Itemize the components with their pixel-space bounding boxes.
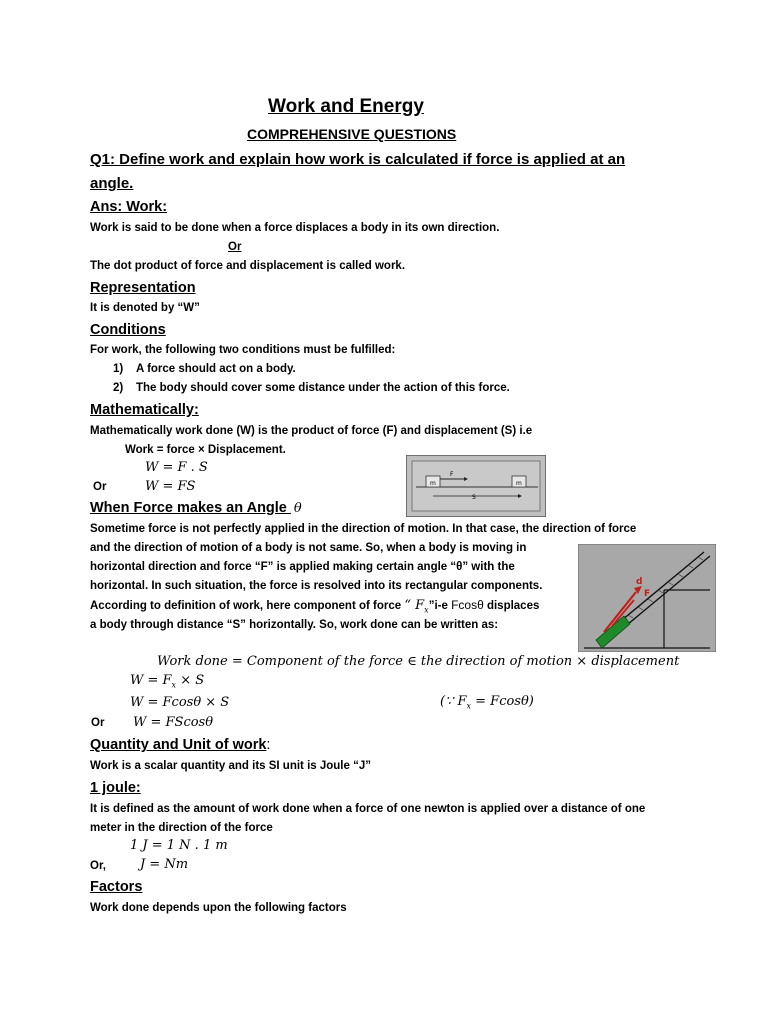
block-2-label: m	[516, 480, 522, 487]
angle-line-5-a: According to definition of work, here component of force	[90, 600, 402, 612]
representation-heading: Representation	[90, 280, 196, 296]
condition-2-text: The body should cover some distance under the action of this force.	[136, 382, 510, 394]
factors-text: Work done depends upon the following factors	[90, 902, 347, 914]
factors-heading: Factors	[90, 879, 143, 895]
work-done-component-equation: Work done = Component of the force ∈ the direction of motion × displacement	[157, 654, 680, 669]
or-separator: Or	[228, 241, 242, 253]
joule-definition-line-1: It is defined as the amount of work done when a force of one newton is applied over a distance of one	[90, 803, 646, 815]
question-line-1: Q1: Define work and explain how work is calculated if force is applied at an	[90, 151, 626, 168]
quantity-heading-text: Quantity and Unit of work	[90, 737, 267, 753]
or-label-2: Or	[91, 717, 105, 729]
fx-note: (∵ $F_x = Fcos\theta$)	[440, 694, 534, 711]
quantity-heading	[90, 737, 270, 753]
fcos-theta-text: Fcosθ	[451, 598, 484, 612]
angle-line-6: a body through distance “S” horizontally. So, work done can be written as:	[90, 619, 499, 631]
equation-w-fscos: W = FScosθ	[133, 715, 214, 730]
condition-1-text: A force should act on a body.	[136, 363, 296, 375]
conditions-intro: For work, the following two conditions must be fulfilled:	[90, 344, 396, 356]
answer-heading: Ans: Work:	[90, 199, 168, 215]
angle-line-5	[90, 598, 539, 615]
equation-w-fs: W = FS	[145, 479, 196, 494]
mathematically-text: Mathematically work done (W) is the product of force (F) and displacement (S) i.e	[90, 425, 533, 437]
equation-w-fx-s: $W = F_x \times S$	[130, 673, 205, 690]
representation-text: It is denoted by “W”	[90, 302, 200, 314]
angle-line-1: Sometime force is not perfectly applied in the direction of motion. In that case, the direction of force	[90, 523, 637, 535]
angle-line-5-c: displaces	[486, 600, 540, 612]
angle-line-3: horizontal direction and force “F” is applied making certain angle “θ” with the	[90, 561, 515, 573]
condition-2-number: 2)	[113, 382, 124, 394]
quantity-text: Work is a scalar quantity and its SI unit is Joule “J”	[90, 760, 371, 772]
mathematically-heading: Mathematically:	[90, 402, 199, 418]
conditions-heading: Conditions	[90, 322, 166, 338]
document-title: Work and Energy	[268, 96, 424, 117]
definition-1: Work is said to be done when a force displaces a body in its own direction.	[90, 222, 500, 234]
figure-f-label: F	[644, 589, 651, 599]
question-line-2: angle.	[90, 175, 134, 192]
document-subtitle: COMPREHENSIVE QUESTIONS	[247, 126, 457, 142]
block-1-label: m	[430, 480, 436, 487]
fx-symbol: “ $F_x$	[404, 598, 429, 615]
or-label-1: Or	[93, 481, 107, 493]
condition-1-number: 1)	[113, 363, 124, 375]
definition-2: The dot product of force and displacement is called work.	[90, 260, 406, 272]
equation-w-fcos-s: W = Fcosθ × S	[130, 695, 230, 710]
theta-symbol: θ	[293, 501, 302, 516]
angle-heading-text: When Force makes an Angle	[90, 500, 287, 516]
quantity-heading-colon: :	[266, 737, 271, 753]
figure-d-label: d	[636, 577, 643, 587]
figure-angled-force	[578, 544, 716, 652]
figure-horizontal-force	[406, 455, 546, 517]
or-label-3: Or,	[90, 860, 106, 872]
equation-j-nm: J = Nm	[140, 857, 189, 872]
distance-label: S	[472, 494, 476, 501]
angle-line-5-b: ”i-e	[428, 600, 448, 612]
angle-line-4: horizontal. In such situation, the force is resolved into its rectangular components.	[90, 580, 543, 592]
equation-w-f-dot-s: W = F . S	[145, 460, 208, 475]
joule-definition-line-2: meter in the direction of the force	[90, 822, 273, 834]
equation-1j-1n-1m: 1 J = 1 N . 1 m	[130, 838, 228, 853]
angle-line-2: and the direction of motion of a body is not same. So, when a body is moving in	[90, 542, 527, 554]
joule-heading: 1 joule:	[90, 780, 141, 796]
work-formula-words: Work = force × Displacement.	[125, 444, 286, 456]
angle-heading	[90, 500, 302, 516]
force-arrow-label: F	[450, 471, 454, 478]
